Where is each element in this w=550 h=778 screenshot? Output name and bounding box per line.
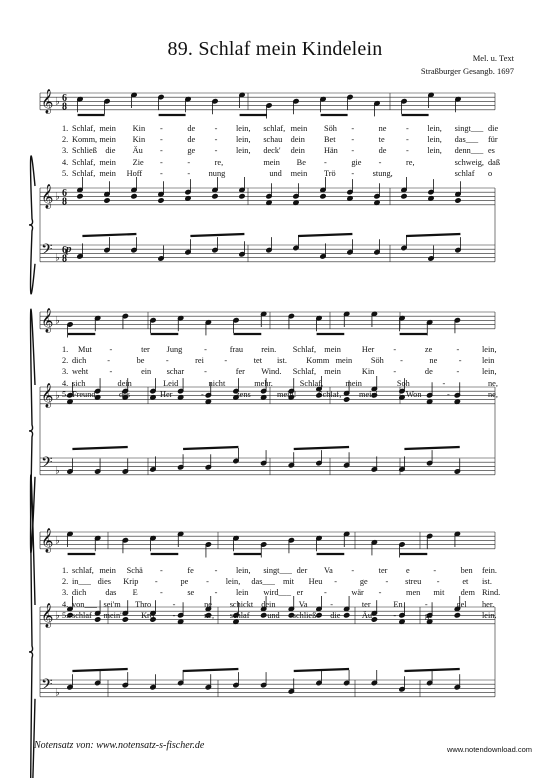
piano-treble-note: [455, 198, 461, 203]
lyric-syllable: Kin: [132, 124, 146, 133]
treble-clef-icon: 𝄞: [41, 184, 54, 208]
verse-number: 2.: [62, 577, 69, 587]
lyric-syllable: daß: [488, 157, 500, 167]
lyric-syllable: der: [296, 566, 308, 575]
lyric-syllable: Va: [298, 599, 308, 609]
lyric-syllable: -: [214, 566, 218, 575]
lyric-syllable: Her: [160, 389, 173, 399]
lyric-syllable: Hoff: [126, 168, 143, 178]
lyric-syllable: schau: [263, 135, 283, 145]
lyric-syllable: fer: [235, 367, 245, 377]
note-beam: [72, 447, 127, 449]
lyric-syllable: Söh: [370, 356, 384, 366]
lyric-syllable: -: [393, 610, 397, 620]
lyric-syllable: dem: [460, 588, 475, 598]
piano-treble-note: [316, 613, 322, 618]
lyric-syllable: singt___: [263, 566, 292, 575]
note-beam: [183, 669, 238, 671]
lyric-syllable: lein,: [427, 146, 442, 156]
time-signature-bottom: 8: [62, 101, 67, 113]
time-signature-top: 6: [62, 188, 67, 199]
lyric-syllable: fein.: [482, 566, 497, 575]
piano-treble-note: [371, 617, 377, 622]
lyric-syllable: die: [488, 124, 499, 133]
lyric-syllable: mein: [324, 345, 341, 354]
verse-number: 5.: [62, 168, 69, 178]
credit-melody-text: Mel. u. Text: [472, 53, 514, 63]
lyric-syllable: dich: [72, 356, 87, 366]
lyric-syllable: -: [456, 345, 460, 354]
lyric-syllable: mein: [99, 124, 116, 133]
note-beam: [82, 234, 136, 236]
lyric-syllable: mein: [99, 157, 116, 167]
verse-number: 3.: [62, 367, 69, 377]
flat-icon: ♭: [55, 610, 60, 622]
lyric-syllable: nung: [208, 168, 226, 178]
treble-clef-icon: 𝄞: [41, 383, 54, 407]
note-beam: [72, 669, 127, 671]
lyric-syllable: -: [351, 566, 355, 575]
lyric-syllable: tet: [253, 356, 262, 366]
bass-clef-icon: 𝄢: [41, 676, 53, 696]
lyric-syllable: re,: [214, 157, 224, 167]
lyric-syllable: Be: [296, 157, 306, 167]
lyric-syllable: ge: [424, 610, 433, 620]
lyric-syllable: mein': [103, 610, 122, 620]
lyric-syllable: wird___: [263, 588, 291, 598]
lyric-syllable: -: [324, 588, 327, 598]
note-beam: [183, 447, 238, 449]
page-title: 89. Schlaf mein Kindelein: [167, 38, 383, 60]
lyric-syllable: mein: [345, 378, 362, 388]
lyric-syllable: dein: [290, 135, 305, 145]
lyric-syllable: Heu: [308, 577, 323, 587]
piano-treble-note: [344, 397, 350, 402]
lyric-syllable: mein: [99, 168, 116, 178]
flat-icon: ♭: [55, 535, 60, 547]
lyric-syllable: -: [214, 124, 218, 133]
lyric-syllable: lein,: [236, 124, 251, 133]
lyric-syllable: ne: [429, 356, 438, 366]
verse-number: 1.: [62, 124, 69, 133]
lyric-syllable: -: [393, 367, 397, 377]
lyric-syllable: Schlaf,: [318, 389, 342, 399]
lyric-syllable: -: [204, 367, 207, 377]
lyric-syllable: -: [214, 146, 218, 156]
lyric-syllable: Wind.: [261, 367, 282, 377]
lyric-syllable: -: [214, 135, 218, 145]
lyric-syllable: mein: [99, 135, 116, 145]
lyric-syllable: ist.: [482, 577, 492, 587]
piano-treble-note: [401, 194, 407, 199]
lyric-syllable: Kro: [141, 610, 154, 620]
footer-website: www.notendownload.com: [446, 745, 532, 754]
note-beam: [406, 234, 460, 236]
lyric-syllable: nicht: [208, 378, 226, 388]
lyric-syllable: ze: [424, 345, 433, 354]
lyric-syllable: lein,: [427, 124, 442, 133]
lyric-syllable: Trö: [324, 168, 336, 178]
lyric-syllable: e: [406, 566, 410, 575]
lyric-syllable: streu: [405, 577, 422, 587]
lyric-syllable: Mut: [78, 345, 92, 354]
lyric-syllable: Komm,: [72, 135, 98, 145]
lyric-syllable: Kin: [132, 135, 146, 145]
lyric-syllable: Schlaf,: [72, 168, 96, 178]
lyric-syllable: -: [378, 588, 382, 598]
lyric-syllable: -: [456, 610, 460, 620]
credit-source: Straßburger Gesangb. 1697: [420, 66, 514, 76]
verse-number: 4.: [62, 599, 69, 609]
treble-clef-icon: 𝄞: [41, 308, 54, 332]
lyric-syllable: Soh: [396, 378, 410, 388]
lyric-syllable: deck': [263, 146, 281, 156]
piano-brace: [29, 156, 35, 294]
lyric-syllable: Won: [406, 389, 422, 399]
lyric-syllable: mein: [263, 157, 280, 167]
lyric-syllable: Rind.: [482, 588, 501, 598]
lyric-syllable: zens: [236, 389, 251, 399]
lyric-syllable: ne: [204, 599, 212, 609]
lyric-syllable: schlaf,: [72, 566, 94, 575]
lyric-syllable: Jung: [166, 345, 183, 354]
lyric-syllable: Schlaf,: [299, 378, 324, 388]
note-beam: [298, 234, 352, 236]
lyric-syllable: Her: [361, 345, 375, 354]
lyric-syllable: -: [109, 345, 113, 354]
lyric-syllable: Thro: [135, 599, 152, 609]
lyric-syllable: -: [214, 588, 218, 598]
lyric-syllable: pe: [180, 577, 189, 587]
lyric-syllable: ne: [378, 124, 387, 133]
lyric-syllable: lein: [236, 588, 249, 598]
lyric-syllable: Schlaf,: [292, 345, 317, 354]
lyric-syllable: -: [456, 367, 460, 377]
lyric-syllable: -: [385, 577, 389, 587]
lyric-syllable: Bet: [324, 135, 336, 145]
piano-treble-note: [320, 194, 326, 199]
bass-clef-icon: 𝄢: [41, 454, 53, 474]
lyric-syllable: Komm: [306, 356, 330, 366]
flat-icon: ♭: [55, 96, 60, 108]
flat-icon: ♭: [55, 191, 60, 203]
piano-treble-note: [239, 194, 245, 199]
lyric-syllable: de: [187, 124, 196, 133]
lyric-syllable: Leid: [163, 378, 179, 388]
verse-number: 3.: [62, 146, 69, 156]
lyric-syllable: -: [172, 610, 176, 620]
lyric-syllable: stung,: [372, 168, 393, 178]
lyric-syllable: -: [160, 146, 163, 156]
lyric-syllable: es: [488, 146, 495, 156]
lyric-syllable: Söh: [324, 124, 337, 133]
lyric-syllable: dich: [72, 588, 87, 598]
verse-number: 1.: [62, 345, 69, 354]
lyric-syllable: frau: [229, 345, 244, 354]
lyric-syllable: -: [160, 588, 163, 598]
verse-number: 4.: [62, 378, 69, 388]
lyric-syllable: mein!: [277, 389, 297, 399]
piano-treble-note: [104, 198, 110, 203]
lyric-syllable: mein: [290, 124, 308, 133]
lyric-syllable: Schließ: [72, 146, 97, 156]
lyric-syllable: das___: [454, 135, 479, 145]
time-signature-top: 6: [62, 245, 67, 256]
lyric-syllable: die: [105, 146, 116, 156]
verse-number: 1.: [62, 566, 69, 575]
lyric-syllable: schlaf: [229, 610, 250, 620]
lyric-syllable: das___: [251, 577, 275, 587]
lyric-syllable: ein: [141, 367, 152, 377]
lyric-syllable: lein: [482, 356, 495, 366]
lyric-syllable: sei'm: [103, 599, 121, 609]
note-beam: [294, 447, 349, 449]
lyric-syllable: -: [351, 168, 355, 178]
lyric-syllable: -: [424, 599, 428, 609]
lyric-syllable: mit: [433, 588, 445, 598]
piano-brace: [29, 475, 35, 778]
piano-treble-note: [158, 198, 164, 203]
lyric-syllable: singt___: [454, 124, 484, 133]
lyric-syllable: und: [267, 610, 280, 620]
verse-number: 4.: [62, 157, 69, 167]
lyric-syllable: mein: [290, 168, 308, 178]
lyric-syllable: schickt: [229, 599, 254, 609]
lyric-syllable: wär: [351, 588, 364, 598]
lyric-syllable: -: [334, 577, 338, 587]
note-beam: [404, 669, 459, 671]
lyric-syllable: ter: [361, 599, 371, 609]
lyric-syllable: ist.: [277, 356, 287, 366]
lyric-syllable: dein: [290, 146, 305, 156]
lyric-syllable: mein': [359, 389, 378, 399]
lyric-syllable: lein,: [427, 135, 442, 145]
lyric-syllable: lein,: [236, 135, 251, 145]
treble-clef-icon: 𝄞: [41, 603, 54, 627]
time-signature-top: 6: [62, 93, 67, 104]
lyric-syllable: Äu: [132, 146, 143, 156]
lyric-syllable: -: [160, 135, 163, 145]
piano-treble-note: [77, 194, 83, 199]
lyric-syllable: Krip: [123, 577, 139, 587]
lyric-syllable: -: [165, 356, 169, 366]
time-signature-bottom: 8: [62, 196, 67, 208]
lyric-syllable: re,: [406, 157, 415, 167]
lyric-syllable: -: [351, 124, 355, 133]
lyric-syllable: lein,: [236, 566, 251, 575]
lyric-syllable: de: [424, 367, 433, 377]
lyric-syllable: Schlaf,: [72, 157, 96, 167]
lyric-syllable: -: [447, 389, 450, 399]
lyric-syllable: -: [160, 157, 163, 167]
lyric-syllable: Va: [324, 566, 333, 575]
note-beam: [294, 669, 349, 671]
lyric-syllable: de: [187, 135, 196, 145]
lyric-syllable: o: [488, 168, 493, 178]
lyric-syllable: des: [119, 389, 131, 399]
lyric-syllable: -: [107, 356, 111, 366]
flat-icon: ♭: [55, 390, 60, 402]
treble-clef-icon: 𝄞: [41, 528, 54, 552]
piano-treble-note: [131, 194, 137, 199]
lyric-syllable: -: [406, 135, 409, 145]
lyric-syllable: Zie: [132, 157, 144, 167]
lyric-syllable: lein.: [482, 610, 497, 620]
lyric-syllable: -: [224, 356, 228, 366]
piano-treble-note: [261, 613, 267, 618]
flat-icon: ♭: [55, 315, 60, 327]
lyric-syllable: gie: [351, 157, 362, 167]
lyric-syllable: das: [105, 588, 117, 598]
flat-icon: ♭: [55, 687, 60, 699]
lyric-syllable: mein: [335, 356, 353, 366]
lyric-syllable: her.: [482, 599, 495, 609]
lyric-syllable: -: [406, 124, 409, 133]
lyric-syllable: mein: [324, 367, 341, 377]
lyric-syllable: -: [109, 367, 113, 377]
piano-treble-note: [212, 194, 218, 199]
lyric-syllable: -: [378, 157, 382, 167]
lyric-syllable: be: [136, 356, 145, 366]
lyric-syllable: mit: [283, 577, 295, 587]
lyric-syllable: -: [351, 146, 355, 156]
lyric-syllable: mehr.: [254, 378, 273, 388]
lyric-syllable: mein: [99, 566, 116, 575]
lyric-syllable: Schlaf,: [72, 124, 96, 133]
lyric-syllable: lein,: [482, 345, 497, 354]
lyric-syllable: ge: [187, 146, 196, 156]
lyric-syllable: -: [458, 356, 462, 366]
verse-number: 5.: [62, 610, 69, 620]
lyric-syllable: dein: [261, 599, 276, 609]
lyric-syllable: von___: [72, 599, 97, 609]
lyric-syllable: -: [433, 566, 437, 575]
dynamic-marking: p: [66, 243, 72, 255]
lyric-syllable: -: [187, 168, 191, 178]
lyric-syllable: Äu: [361, 610, 372, 620]
lyric-syllable: ter: [141, 345, 150, 354]
lyric-syllable: dein: [117, 378, 132, 388]
lyric-syllable: te: [378, 135, 385, 145]
lyric-syllable: se: [187, 588, 195, 598]
lyric-syllable: ne,: [488, 389, 498, 399]
lyric-syllable: Schä: [126, 566, 143, 575]
bass-clef-icon: 𝄢: [41, 241, 53, 261]
footer-credit: Notensatz von: www.notensatz-s-fischer.de: [34, 740, 205, 751]
lyric-syllable: -: [204, 345, 207, 354]
lyric-syllable: ge: [359, 577, 368, 587]
lyric-syllable: -: [160, 124, 163, 133]
note-beam: [190, 234, 244, 236]
lyric-syllable: Kin: [361, 367, 375, 377]
lyric-syllable: En: [393, 599, 403, 609]
lyric-syllable: schweig,: [454, 157, 484, 167]
verse-number: 5.: [62, 389, 69, 399]
lyric-syllable: schlaf: [454, 168, 475, 178]
lyric-syllable: -: [160, 566, 163, 575]
lyric-syllable: fe: [187, 566, 194, 575]
lyric-syllable: de: [378, 146, 387, 156]
note-beam: [404, 447, 459, 449]
lyric-syllable: schlaf,: [263, 124, 286, 133]
lyric-syllable: -: [187, 157, 191, 167]
lyric-syllable: denn___: [454, 146, 484, 156]
lyric-syllable: rein.: [261, 345, 277, 354]
lyric-syllable: und: [269, 168, 282, 178]
lyric-syllable: Schlaf,: [292, 367, 317, 377]
lyric-syllable: et: [462, 577, 469, 587]
piano-treble-note: [344, 613, 350, 618]
lyric-syllable: sich: [72, 378, 86, 388]
lyric-syllable: Hän: [324, 146, 338, 156]
lyric-syllable: -: [330, 599, 334, 609]
lyric-syllable: er: [296, 588, 304, 598]
piano-treble-note: [122, 617, 128, 622]
lyric-syllable: schar: [166, 367, 185, 377]
lyric-syllable: -: [436, 577, 440, 587]
lyric-syllable: -: [393, 345, 397, 354]
flat-icon: ♭: [55, 252, 60, 264]
lyric-syllable: schlaf: [72, 610, 92, 620]
lyric-syllable: lein,: [225, 577, 241, 587]
lyric-syllable: die: [330, 610, 341, 620]
lyric-syllable: -: [324, 157, 327, 167]
lyric-syllable: -: [351, 135, 355, 145]
lyric-syllable: men: [406, 588, 421, 598]
time-signature-bottom: 8: [62, 253, 67, 265]
lyric-syllable: -: [201, 389, 204, 399]
lyric-syllable: lein,: [482, 367, 497, 377]
treble-clef-icon: 𝄞: [41, 89, 54, 113]
piano-treble-note: [95, 617, 101, 622]
lyric-syllable: -: [442, 378, 446, 388]
verse-number: 2.: [62, 135, 69, 145]
verse-number: 2.: [62, 356, 69, 366]
lyric-syllable: weht: [72, 367, 89, 377]
lyric-syllable: -: [400, 356, 403, 366]
verse-number: 3.: [62, 588, 69, 598]
lyric-syllable: -: [406, 146, 409, 156]
lyric-syllable: rei: [195, 356, 204, 366]
lyric-syllable: ne,: [488, 378, 498, 388]
lyric-syllable: Freund: [72, 389, 96, 399]
lyric-syllable: ne,: [204, 610, 215, 620]
flat-icon: ♭: [55, 465, 60, 477]
lyric-syllable: -: [154, 577, 158, 587]
lyric-syllable: ter: [378, 566, 388, 575]
lyric-syllable: -: [206, 577, 209, 587]
lyric-syllable: E: [132, 588, 138, 598]
lyric-syllable: gel: [456, 599, 467, 609]
lyric-syllable: in___: [72, 577, 91, 587]
lyric-syllable: ben: [460, 566, 473, 575]
lyric-syllable: -: [160, 168, 163, 178]
lyric-syllable: lein,: [236, 146, 251, 156]
lyric-syllable: schließ: [292, 610, 317, 620]
lyric-syllable: dies: [97, 577, 111, 587]
lyric-syllable: -: [172, 599, 176, 609]
lyric-syllable: für: [488, 135, 498, 145]
